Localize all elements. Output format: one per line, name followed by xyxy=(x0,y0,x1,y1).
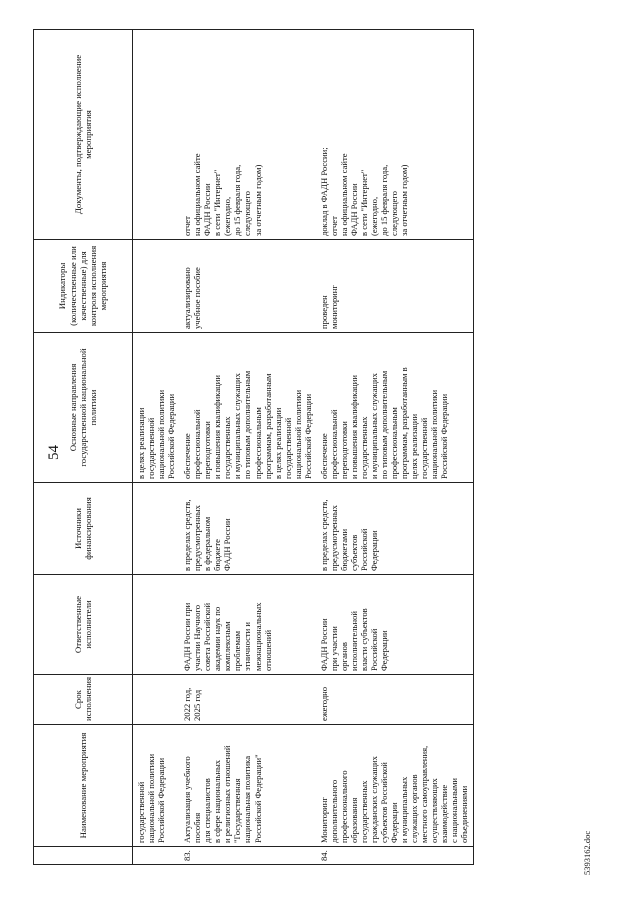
header-documents: Документы, подтверждающие исполнение мероприятия xyxy=(34,30,133,240)
policy-direction-line: переподготовки xyxy=(202,421,213,479)
financing-line: Российской xyxy=(358,528,369,571)
header-activity-name: Наименование мероприятия xyxy=(34,725,133,847)
policy-direction-line: по типовым дополнительным xyxy=(379,370,390,479)
executors-line: ФАДН России xyxy=(318,618,329,671)
financing-cell xyxy=(179,483,316,575)
indicator-cell xyxy=(316,240,473,333)
policy-direction-line: обеспечение xyxy=(182,433,193,479)
financing-line: ФАДН России xyxy=(222,518,233,571)
header-executors: Ответственные исполнители xyxy=(34,575,133,675)
policy-direction-cell xyxy=(133,333,180,483)
term-line: 2025 год xyxy=(192,689,203,721)
financing-cell xyxy=(316,483,473,575)
executors-cell xyxy=(133,575,180,675)
table-body xyxy=(133,30,474,865)
financing-line: бюджете xyxy=(212,539,223,571)
table-row xyxy=(133,30,180,865)
documents-line: на официальном сайте xyxy=(338,153,349,236)
policy-direction-cell xyxy=(179,333,316,483)
executors-line: участии Научного xyxy=(192,604,203,671)
policy-direction-line: национальной политики xyxy=(429,389,440,479)
policy-direction-line: переподготовки xyxy=(338,421,349,479)
header-indicators: Индикаторы (количественные или качественные) для контроля исполнения мероприятия xyxy=(34,240,133,333)
activity-name-line: в сфере национальных xyxy=(212,759,223,843)
policy-direction-line: профессиональной xyxy=(192,409,203,479)
header-term: Срок исполнения xyxy=(34,675,133,725)
documents-line: следующего xyxy=(242,191,253,236)
documents-line: до 15 февраля года, xyxy=(232,164,243,236)
documents-line: на официальном сайте xyxy=(192,153,203,236)
activity-name-line: и муниципальных xyxy=(399,776,410,843)
documents-line: в сети "Интернет" xyxy=(212,169,223,236)
table-header-row xyxy=(34,30,133,865)
executors-line: ФАДН России при xyxy=(182,602,193,671)
financing-line: предусмотренных xyxy=(192,505,203,571)
policy-direction-line: государственной xyxy=(282,417,293,479)
executors-line: власти субъектов xyxy=(358,608,369,671)
policy-direction-line: национальной политики xyxy=(292,389,303,479)
header-number xyxy=(34,847,133,865)
row-number-cell: 83. xyxy=(179,847,316,865)
documents-line: ФАДН России xyxy=(348,183,359,236)
activity-name-line: государственных xyxy=(358,780,369,843)
executors-line: органов xyxy=(338,642,349,671)
activity-name-line: и религиозных отношений xyxy=(222,745,233,843)
activity-name-line: национальная политика xyxy=(242,755,253,843)
documents-line: доклад в ФАДН России; xyxy=(318,147,329,236)
activity-name-line: Мониторинг xyxy=(318,797,329,843)
documents-line: за отчетным годом) xyxy=(252,164,263,236)
activity-name-cell xyxy=(133,725,180,847)
indicator-line: мониторинг xyxy=(328,285,339,329)
header-policy-directions: Основные направления государственной национальной политики xyxy=(34,333,133,483)
activity-name-line: национальной политики xyxy=(146,753,157,843)
financing-line: в пределах средств, xyxy=(182,499,193,571)
activity-name-line: "Государственная xyxy=(232,778,243,843)
financing-line: Федерации xyxy=(369,530,380,571)
activity-name-line: Федерации xyxy=(389,802,400,843)
executors-line: исполнительной xyxy=(348,611,359,671)
documents-line: до 15 февраля года, xyxy=(379,164,390,236)
term-line: ежегодно xyxy=(318,686,329,721)
term-cell xyxy=(133,675,180,725)
executors-line: этничности и xyxy=(242,622,253,671)
executors-line: Федерации xyxy=(379,630,390,671)
activity-name-line: пособия xyxy=(192,812,203,843)
policy-direction-line: государственных xyxy=(222,416,233,479)
executors-line: проблемам xyxy=(232,630,243,671)
policy-direction-line: в целях реализации xyxy=(136,407,146,479)
activity-name-line: гражданских служащих xyxy=(369,756,380,843)
policy-direction-line: национальной политики xyxy=(156,389,167,479)
policy-direction-line: государственной xyxy=(146,417,157,479)
policy-direction-cell xyxy=(316,333,473,483)
documents-cell xyxy=(133,30,180,240)
activity-name-cell xyxy=(179,725,316,847)
documents-cell xyxy=(179,30,316,240)
policy-direction-line: профессиональным xyxy=(252,407,263,479)
financing-cell xyxy=(133,483,180,575)
indicator-cell xyxy=(133,240,180,333)
activity-name-line: объединениями xyxy=(459,785,470,843)
activity-name-line: дополнительного xyxy=(328,779,339,843)
executors-line: межнациональных xyxy=(252,602,263,671)
policy-direction-line: государственной xyxy=(419,417,430,479)
executors-line: Российской xyxy=(369,628,380,671)
policy-direction-line: профессиональным xyxy=(389,407,400,479)
table-row xyxy=(179,30,316,865)
documents-line: за отчетным годом) xyxy=(399,164,410,236)
activity-name-line: Российской Федерации" xyxy=(252,754,263,843)
documents-line: следующего xyxy=(389,191,400,236)
executors-line: комплексным xyxy=(222,621,233,671)
documents-line: в сети "Интернет" xyxy=(358,169,369,236)
policy-direction-line: обеспечение xyxy=(318,433,329,479)
activity-name-line: государственной xyxy=(136,781,146,843)
activity-name-line: осуществляющих xyxy=(429,778,440,843)
page-number: 54 xyxy=(46,445,62,460)
documents-line: (ежегодно, xyxy=(222,196,233,236)
executors-cell xyxy=(179,575,316,675)
financing-line: в пределах средств, xyxy=(318,499,329,571)
financing-line: бюджетами xyxy=(338,528,349,571)
indicator-cell xyxy=(179,240,316,333)
policy-direction-line: в целях реализации xyxy=(272,407,283,479)
header-financing: Источники финансирования xyxy=(34,483,133,575)
activity-name-line: Российской Федерации xyxy=(156,757,167,843)
policy-direction-line: Российской Федерации xyxy=(302,393,313,479)
executors-line: академии наук по xyxy=(212,606,223,671)
executors-line: совета Российской xyxy=(202,602,213,671)
indicator-line: учебное пособие xyxy=(192,267,203,329)
activity-name-line: взаимодействие xyxy=(439,784,450,843)
term-cell xyxy=(316,675,473,725)
policy-direction-line: и муниципальных служащих xyxy=(369,373,380,479)
executors-cell xyxy=(316,575,473,675)
policy-direction-line: и муниципальных служащих xyxy=(232,373,243,479)
executors-line: отношений xyxy=(262,629,273,671)
documents-line: (ежегодно, xyxy=(369,196,380,236)
policy-direction-line: и повышения квалификации xyxy=(212,375,223,479)
activity-name-line: образования xyxy=(348,797,359,843)
activity-name-line: Актуализация учебного xyxy=(182,756,193,843)
policy-direction-line: и повышения квалификации xyxy=(348,375,359,479)
term-line: 2022 год, xyxy=(182,687,193,721)
policy-direction-line: по типовым дополнительным xyxy=(242,370,253,479)
activity-name-line: для специалистов xyxy=(202,778,213,843)
policy-direction-line: программам, разработанным в xyxy=(399,367,410,479)
financing-line: в федеральном xyxy=(202,516,213,571)
activity-name-line: с национальными xyxy=(449,778,460,843)
financing-line: предусмотренных xyxy=(328,505,339,571)
activity-name-cell xyxy=(316,725,473,847)
row-number-cell: 84. xyxy=(316,847,473,865)
policy-direction-line: профессиональной xyxy=(328,409,339,479)
activity-name-line: субъектов Российской xyxy=(379,762,390,843)
activities-table xyxy=(33,29,474,865)
documents-line: ФАДН России xyxy=(202,183,213,236)
term-cell xyxy=(179,675,316,725)
executors-line: при участии xyxy=(328,626,339,671)
activity-name-line: профессионального xyxy=(338,770,349,843)
documents-line: отчет xyxy=(182,216,193,236)
activity-name-line: служащих органов xyxy=(409,774,420,843)
documents-line: отчет xyxy=(328,216,339,236)
row-number-cell xyxy=(133,847,180,865)
indicator-line: актуализировано xyxy=(182,267,193,329)
table-row xyxy=(316,30,473,865)
financing-line: субъектов xyxy=(348,534,359,571)
policy-direction-line: программам, разработанным xyxy=(262,373,273,479)
activity-name-line: местного самоуправления, xyxy=(419,745,430,843)
indicator-line: проведен xyxy=(318,295,329,329)
policy-direction-line: Российской Федерации xyxy=(439,393,450,479)
policy-direction-line: Российской Федерации xyxy=(166,393,177,479)
document-id: 5393162.doc xyxy=(582,830,592,875)
policy-direction-line: государственных xyxy=(358,416,369,479)
policy-direction-line: целях реализации xyxy=(409,413,420,479)
documents-cell xyxy=(316,30,473,240)
